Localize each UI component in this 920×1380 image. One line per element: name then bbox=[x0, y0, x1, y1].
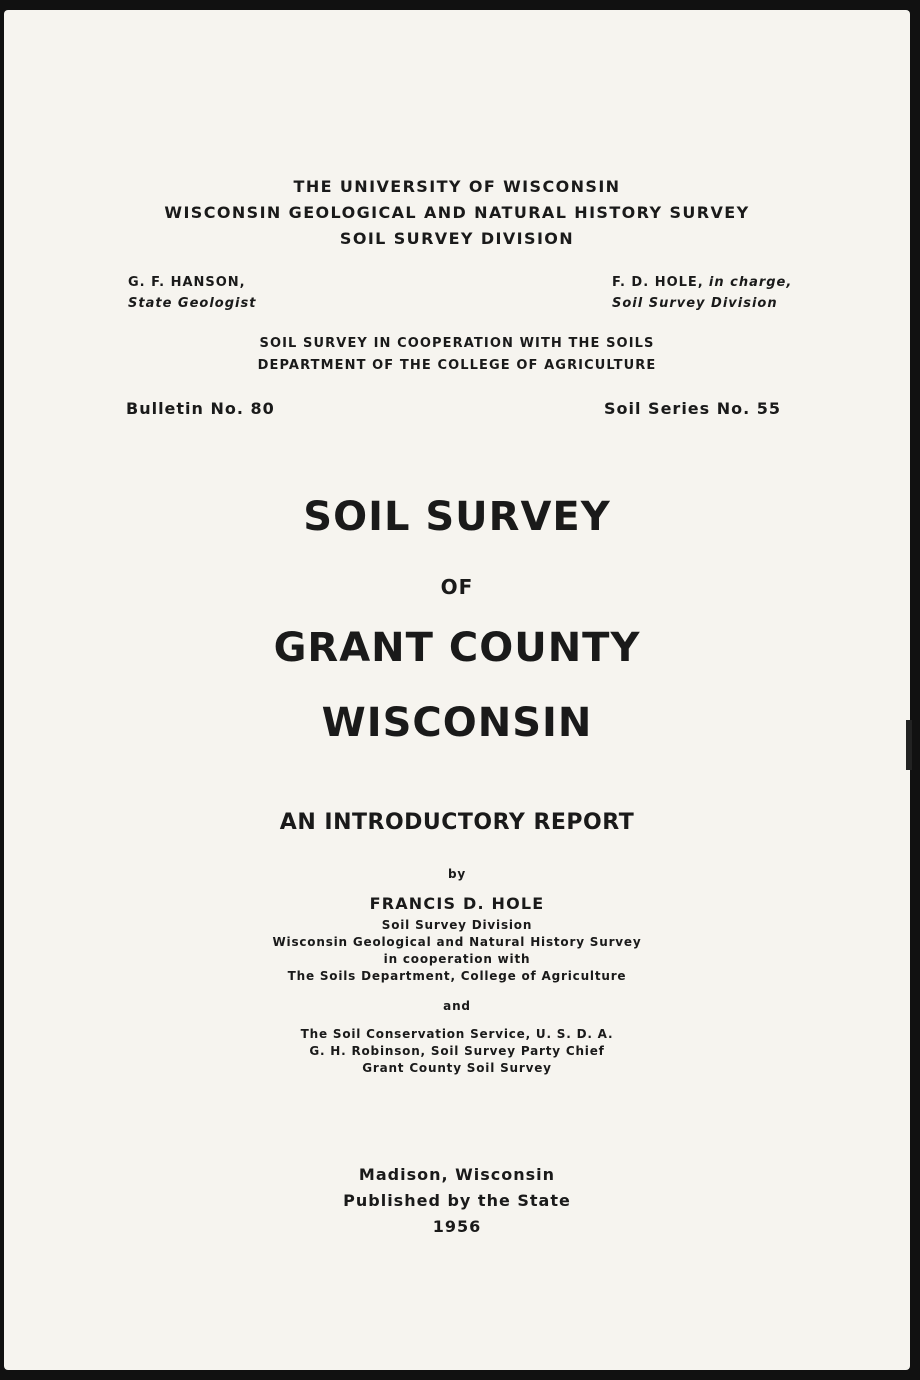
author-affiliation bbox=[4, 917, 910, 985]
affiliation-line: Wisconsin Geological and Natural History Survey bbox=[272, 935, 642, 949]
title-line-of: OF bbox=[440, 575, 474, 599]
header-line-survey: WISCONSIN GEOLOGICAL AND NATURAL HISTORY SURVEY bbox=[164, 203, 750, 222]
title-page bbox=[4, 10, 910, 1370]
affiliation-line: in cooperation with bbox=[383, 952, 531, 966]
cooperation-line-2: DEPARTMENT OF THE COLLEGE OF AGRICULTURE bbox=[257, 358, 657, 373]
cooperator-line: Grant County Soil Survey bbox=[362, 1061, 552, 1075]
header-line-division: SOIL SURVEY DIVISION bbox=[339, 229, 575, 248]
bulletin-number: Bulletin No. 80 bbox=[126, 399, 275, 418]
publication-block bbox=[4, 1162, 910, 1240]
publication-year: 1956 bbox=[432, 1217, 482, 1236]
affiliation-line: The Soils Department, College of Agriculture bbox=[287, 969, 627, 983]
and-label: and bbox=[443, 999, 471, 1013]
affiliation-line: Soil Survey Division bbox=[381, 918, 533, 932]
report-subtitle: AN INTRODUCTORY REPORT bbox=[279, 810, 635, 835]
right-official-name: F. D. HOLE, bbox=[612, 275, 704, 290]
cooperators-block bbox=[4, 1026, 910, 1077]
series-number: Soil Series No. 55 bbox=[604, 399, 782, 418]
title-line-grant-county: GRANT COUNTY bbox=[273, 625, 641, 671]
title-line-soil-survey: SOIL SURVEY bbox=[303, 494, 611, 540]
left-official-name: G. F. HANSON, bbox=[128, 275, 246, 290]
by-label: by bbox=[447, 867, 466, 881]
header-line-university: THE UNIVERSITY OF WISCONSIN bbox=[293, 177, 621, 196]
publication-place: Madison, Wisconsin bbox=[358, 1165, 556, 1184]
cooperation-line-1: SOIL SURVEY IN COOPERATION WITH THE SOILS bbox=[259, 336, 655, 351]
left-official-title: State Geologist bbox=[128, 296, 257, 311]
title-line-wisconsin: WISCONSIN bbox=[321, 700, 593, 746]
publication-publisher: Published by the State bbox=[343, 1191, 571, 1210]
right-official-role: in charge, bbox=[708, 275, 793, 290]
cooperator-line: The Soil Conservation Service, U. S. D. A. bbox=[300, 1027, 614, 1041]
left-official bbox=[128, 272, 256, 314]
cooperation-note bbox=[4, 333, 910, 377]
cooperator-line: G. H. Robinson, Soil Survey Party Chief bbox=[309, 1044, 605, 1058]
right-official bbox=[612, 272, 792, 314]
header-block bbox=[4, 174, 910, 252]
binding-tab-mark bbox=[906, 720, 912, 770]
right-official-title: Soil Survey Division bbox=[612, 296, 778, 311]
author-name: FRANCIS D. HOLE bbox=[369, 894, 545, 913]
